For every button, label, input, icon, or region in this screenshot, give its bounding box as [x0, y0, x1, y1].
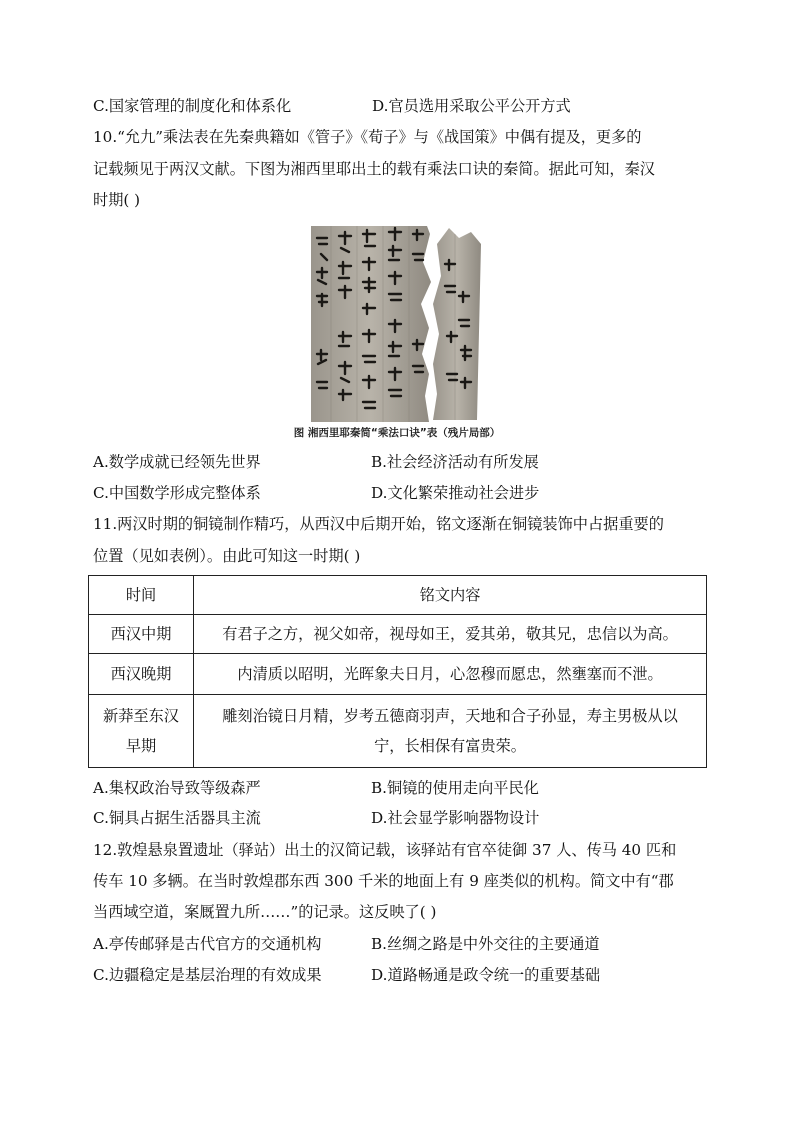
- table-row: [89, 654, 707, 695]
- table-cell-inscription: 有君子之方，视父如帝，视母如王，爱其弟，敬其兄，忠信以为高。: [194, 615, 707, 654]
- q12-option-b: B.丝绸之路是中外交往的主要通道: [371, 935, 600, 953]
- bamboo-slip-illustration: [309, 224, 494, 422]
- table-row: [89, 615, 707, 654]
- table-header-time: 时间: [89, 576, 194, 615]
- q11-stem-line1: 11.两汉时期的铜镜制作精巧，从西汉中后期开始，铭文逐渐在铜镜装饰中占据重要的: [93, 515, 664, 533]
- q11-stem-line2: 位置（见如表例）。由此可知这一时期( ): [93, 547, 361, 565]
- q12-option-a: A.亭传邮驿是古代官方的交通机构: [93, 935, 322, 953]
- table-header-inscription: 铭文内容: [194, 576, 707, 615]
- q11-option-a: A.集权政治导致等级森严: [93, 779, 261, 797]
- q10-stem-line3: 时期( ): [93, 191, 141, 209]
- table-cell-time: [89, 695, 194, 768]
- table-row: [89, 695, 707, 768]
- mirror-inscription-table: [88, 575, 707, 768]
- q10-option-d: D.文化繁荣推动社会进步: [371, 484, 540, 502]
- q10-stem-line1: 10.“允九”乘法表在先秦典籍如《管子》《荀子》与《战国策》中偶有提及，更多的: [93, 128, 642, 146]
- q10-option-b: B.社会经济活动有所发展: [371, 453, 539, 471]
- table-cell-inscription-line2: 宁，长相保有富贵荣。: [374, 737, 526, 755]
- figure-caption: 图 湘西里耶秦简“乘法口诀”表（残片局部）: [293, 427, 501, 439]
- prev-option-d: D.官员选用采取公平公开方式: [372, 97, 571, 115]
- q10-stem-line2: 记载频见于两汉文献。下图为湘西里耶出土的载有乘法口诀的秦简。据此可知，秦汉: [93, 160, 655, 178]
- table-cell-inscription: [194, 695, 707, 768]
- q12-stem-line2: 传车 10 多辆。在当时敦煌郡东西 300 千米的地面上有 9 座类似的机构。简文中有“郡: [93, 872, 674, 890]
- q12-stem-line1: 12.敦煌悬泉置遗址（驿站）出土的汉简记载，该驿站有官卒徒御 37 人、传马 40 匹和: [93, 841, 677, 859]
- table-header-row: [89, 576, 707, 615]
- prev-option-c: C.国家管理的制度化和体系化: [93, 97, 292, 115]
- q12-option-d: D.道路畅通是政令统一的重要基础: [371, 966, 601, 984]
- q10-option-c: C.中国数学形成完整体系: [93, 484, 261, 502]
- q12-stem-line3: 当西域空道，案厩置九所……”的记录。这反映了( ): [93, 903, 437, 921]
- table-cell-time: 西汉晚期: [89, 654, 194, 695]
- q10-option-a: A.数学成就已经领先世界: [93, 453, 261, 471]
- table-cell-inscription: 内清质以昭明，光晖象夫日月，心忽穆而愿忠，然壅塞而不泄。: [194, 654, 707, 695]
- table-cell-time-line2: 早期: [125, 737, 157, 755]
- table-cell-time: 西汉中期: [89, 615, 194, 654]
- q11-option-d: D.社会显学影响器物设计: [371, 809, 540, 827]
- q11-option-b: B.铜镜的使用走向平民化: [371, 779, 539, 797]
- table-cell-time-line1: 新莽至东汉: [103, 707, 179, 725]
- q12-option-c: C.边疆稳定是基层治理的有效成果: [93, 966, 322, 984]
- table-cell-inscription-line1: 雕刻治镜日月精，岁考五德商羽声，天地和合子孙显，寿主男极从以: [222, 707, 678, 725]
- q11-option-c: C.铜具占据生活器具主流: [93, 809, 261, 827]
- qin-bamboo-slip-photo: [309, 224, 494, 422]
